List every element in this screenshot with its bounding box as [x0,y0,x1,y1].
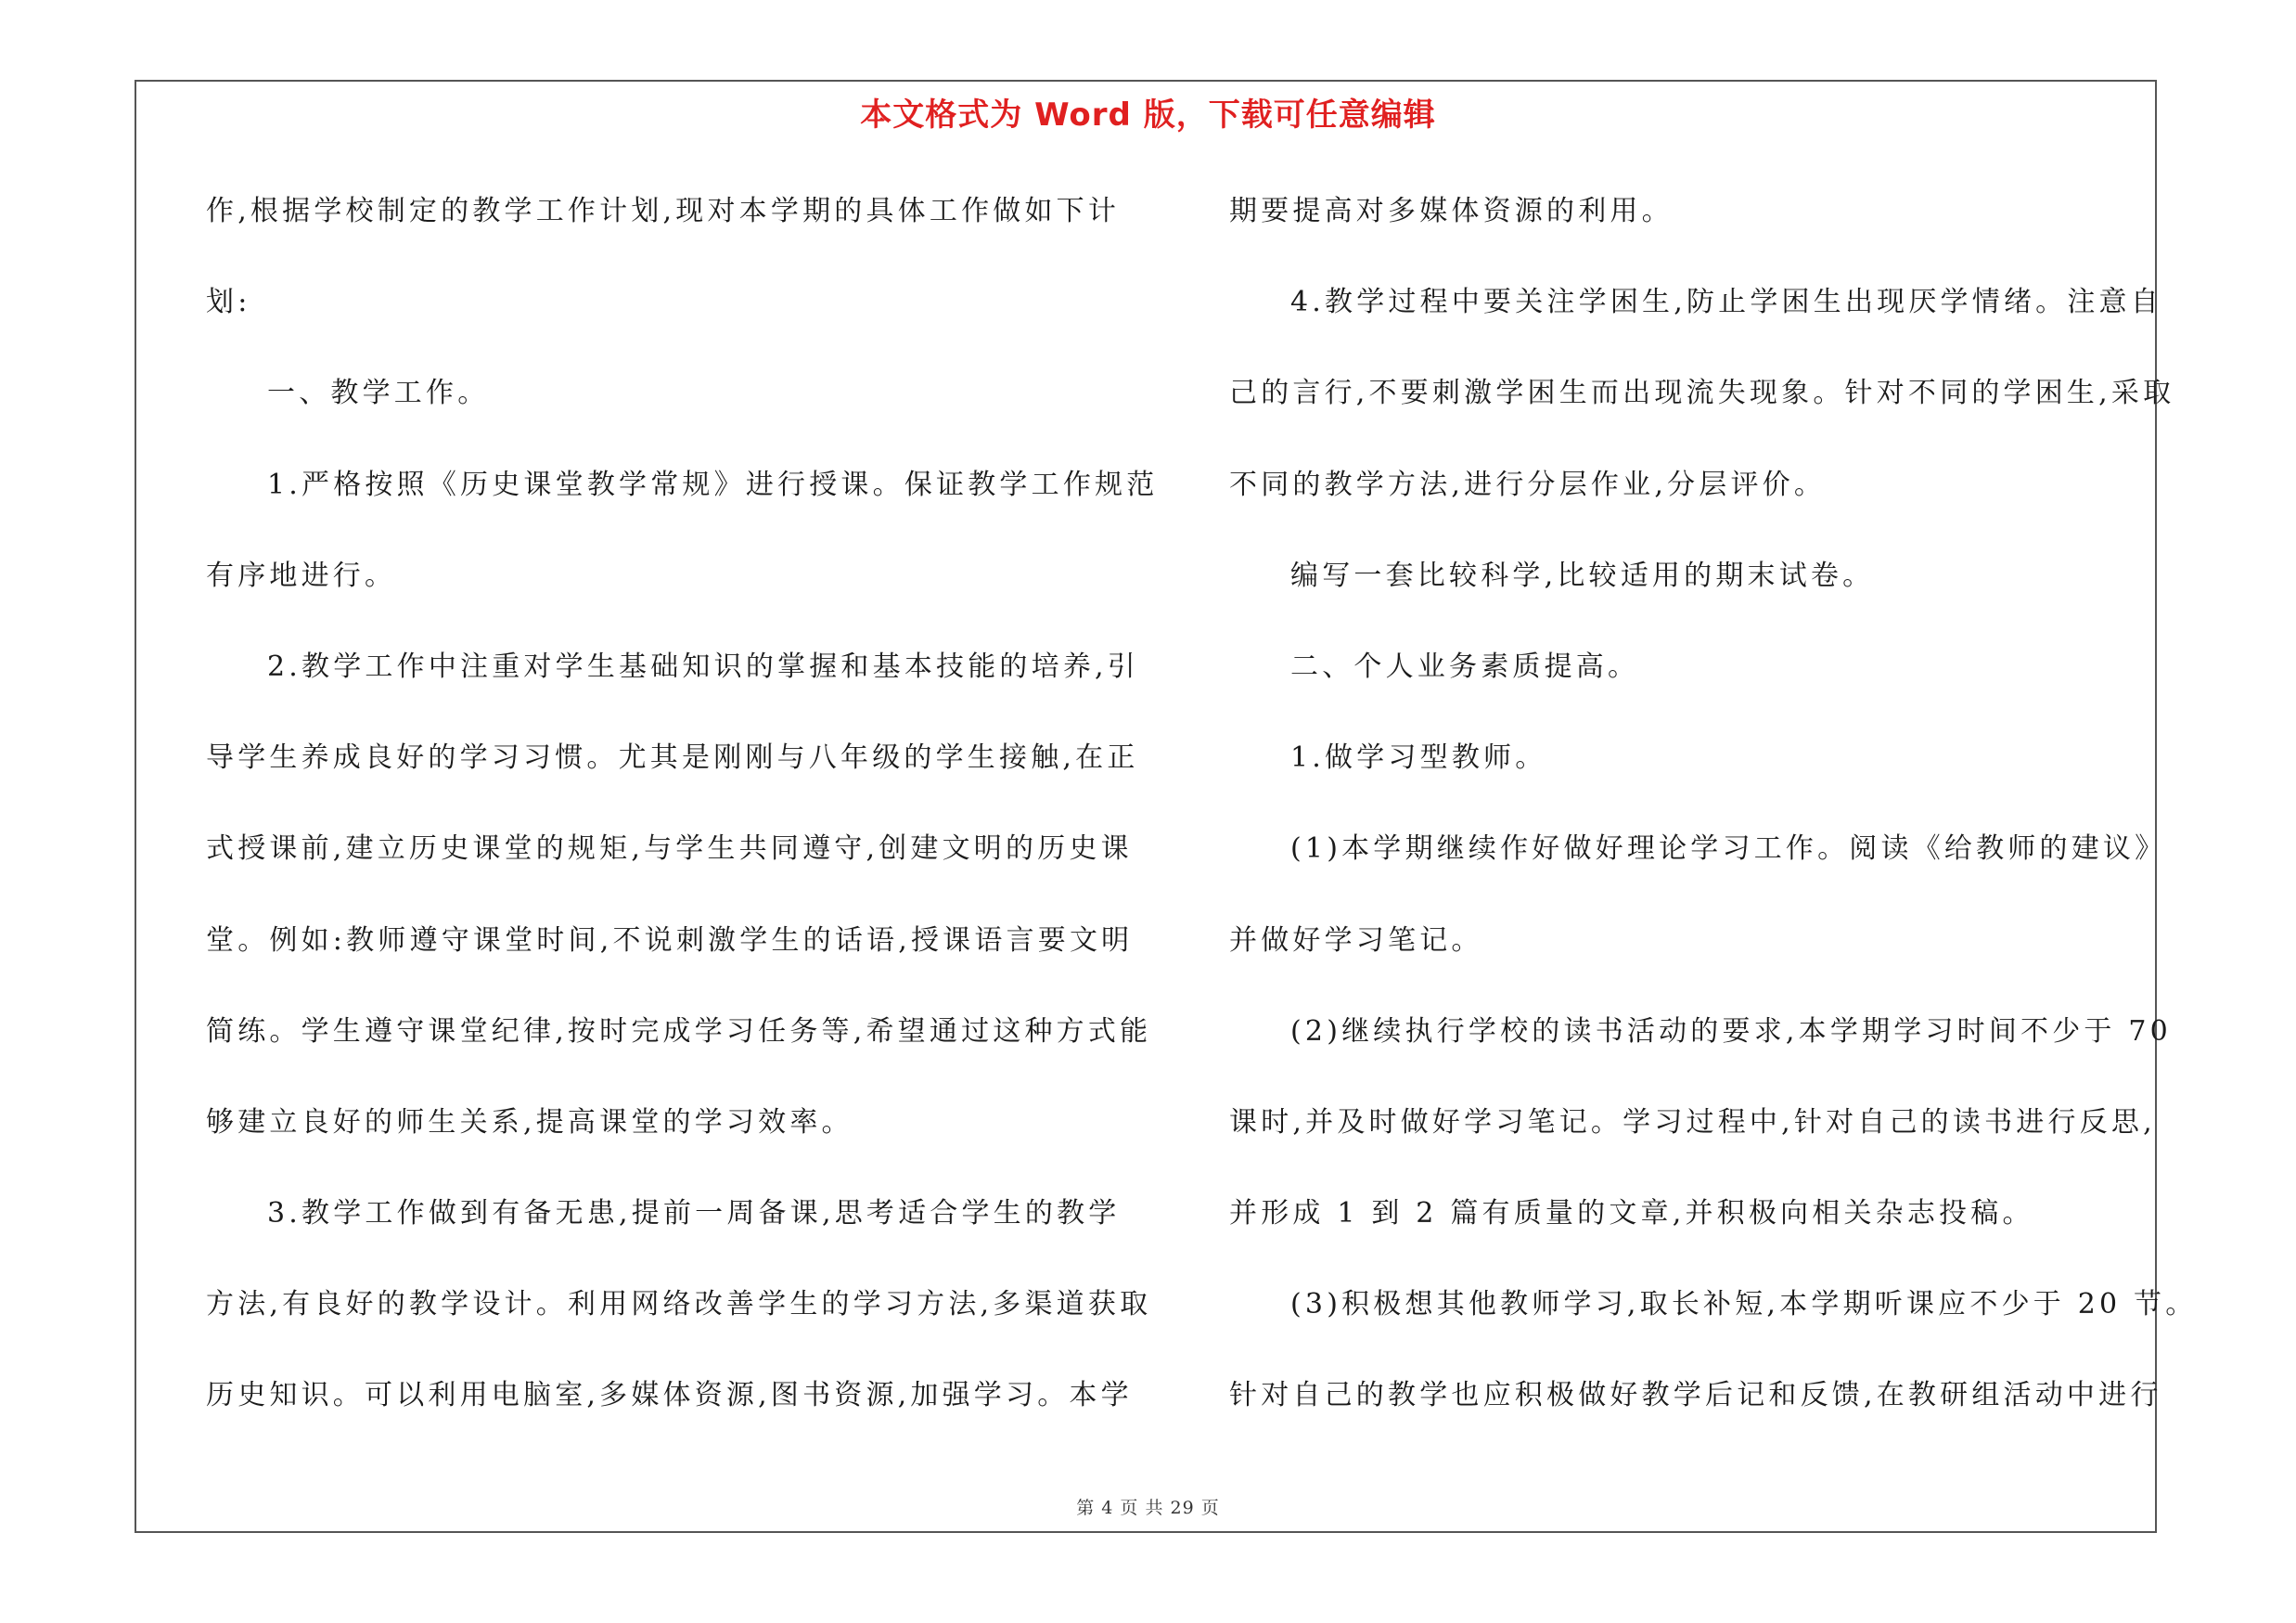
text-line: (1)本学期继续作好做好理论学习工作。阅读《给教师的建议》 [1290,832,2167,866]
text-line: (3)积极想其他教师学习,取长补短,本学期听课应不少于 20 节。 [1290,1288,2198,1321]
left-column [206,184,1159,1460]
text-line: 不同的教学方法,进行分层作业,分层评价。 [1229,468,1827,501]
text-line: 方法,有良好的教学设计。利用网络改善学生的学习方法,多渠道获取 [206,1288,1152,1321]
text-line: 划: [206,286,251,319]
text-line: 历史知识。可以利用电脑室,多媒体资源,图书资源,加强学习。本学 [206,1379,1133,1412]
text-line: 课时,并及时做好学习笔记。学习过程中,针对自己的读书进行反思, [1229,1105,2156,1139]
page-number-footer: 第 4 页 共 29 页 [1076,1498,1220,1518]
text-line: 1.严格按照《历史课堂教学常规》进行授课。保证教学工作规范 [267,468,1159,501]
text-line: 二、个人业务素质提高。 [1290,650,1640,683]
right-column [1229,184,2198,1460]
text-line: 针对自己的教学也应积极做好教学后记和反馈,在教研组活动中进行 [1229,1379,2162,1412]
text-line: 式授课前,建立历史课堂的规矩,与学生共同遵守,创建文明的历史课 [206,832,1133,866]
text-line: 堂。例如:教师遵守课堂时间,不说刺激学生的话语,授课语言要文明 [206,923,1134,957]
text-line: 1.做学习型教师。 [1290,741,1547,775]
text-line: 2.教学工作中注重对学生基础知识的掌握和基本技能的培养,引 [267,650,1139,683]
text-line: 3.教学工作做到有备无患,提前一周备课,思考适合学生的教学 [267,1197,1121,1230]
text-line: 够建立良好的师生关系,提高课堂的学习效率。 [206,1105,853,1139]
text-line: 有序地进行。 [206,559,397,592]
text-line: 己的言行,不要刺激学困生而出现流失现象。针对不同的学困生,采取 [1229,377,2175,410]
text-line: 并形成 1 到 2 篇有质量的文章,并积极向相关杂志投稿。 [1229,1197,2034,1230]
text-line: 一、教学工作。 [267,377,490,410]
banner-notice: 本文格式为 Word 版，下载可任意编辑 [860,97,1436,134]
text-line: 导学生养成良好的学习习惯。尤其是刚刚与八年级的学生接触,在正 [206,741,1139,775]
text-line: 简练。学生遵守课堂纪律,按时完成学习任务等,希望通过这种方式能 [206,1014,1152,1048]
text-line: 期要提高对多媒体资源的利用。 [1229,195,1674,227]
text-line: 编写一套比较科学,比较适用的期末试卷。 [1290,559,1875,592]
text-line: 并做好学习笔记。 [1229,923,1483,957]
text-line: 作,根据学校制定的教学工作计划,现对本学期的具体工作做如下计 [206,195,1121,227]
text-line: 4.教学过程中要关注学困生,防止学困生出现厌学情绪。注意自 [1290,286,2162,319]
text-line: (2)继续执行学校的读书活动的要求,本学期学习时间不少于 70 [1290,1014,2172,1048]
